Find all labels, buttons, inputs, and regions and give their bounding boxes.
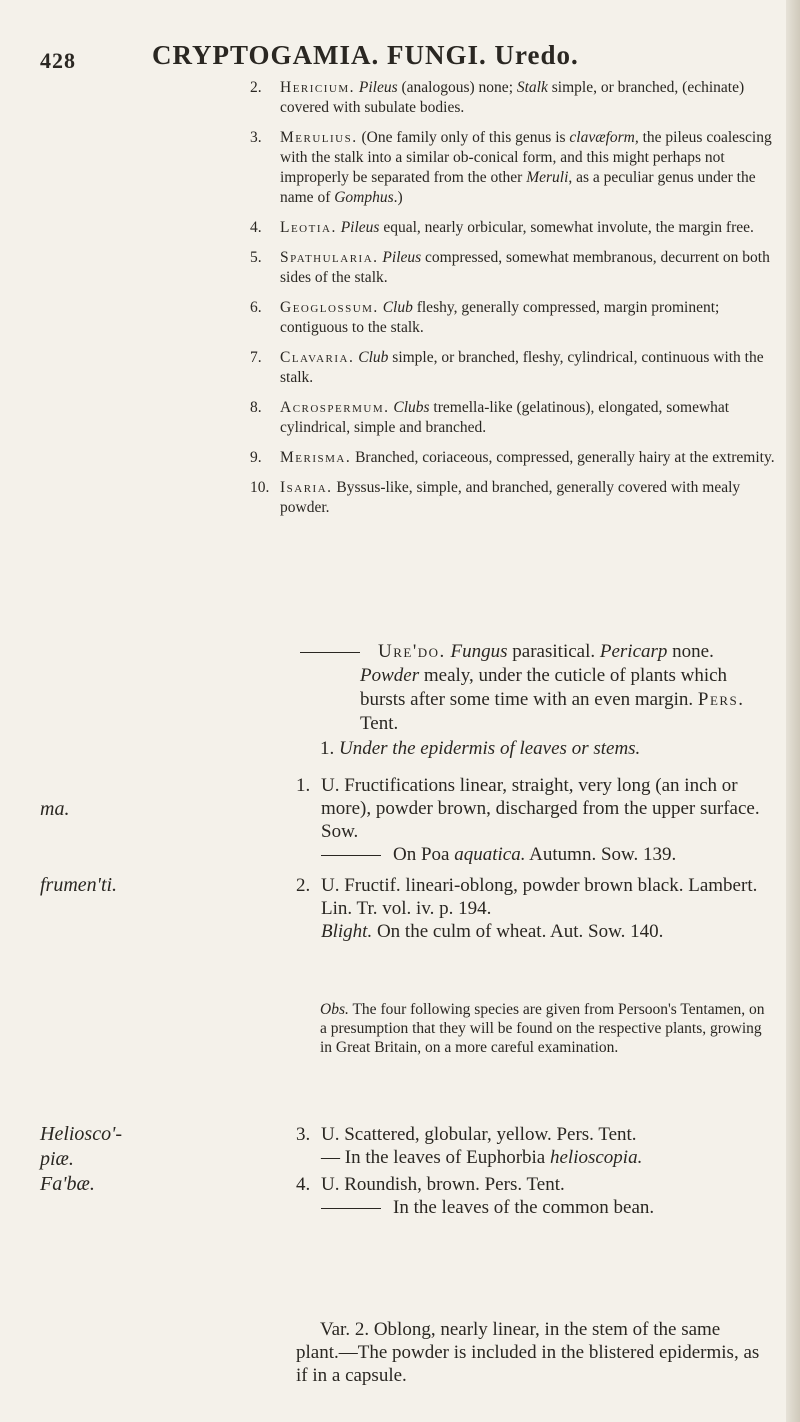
genus-entry: 5. Spathularia. Pileus compressed, somewhat membranous, decurrent on both sides of the stalk. — [250, 249, 770, 286]
margin-note: Heliosco'- — [40, 1123, 123, 1145]
genus-entry: 8. Acrospermum. Clubs tremella-like (gelatinous), elongated, somewhat cylindrical, simple and branched. — [250, 399, 730, 436]
margin-note: piæ. — [40, 1148, 74, 1170]
genus-entry: 2. Hericium. Pileus (analogous) none; Stalk simple, or branched, (echinate) covered with subulate bodies. — [250, 79, 745, 116]
genus-entry: 10. Isaria. Byssus-like, simple, and branched, generally covered with mealy powder. — [250, 479, 741, 516]
page-header — [40, 22, 770, 73]
running-head: CRYPTOGAMIA. FUNGI. Uredo. — [152, 40, 579, 70]
genus-entry: 9. Merisma. Branched, coriaceous, compressed, generally hairy at the extremity. — [250, 449, 775, 466]
margin-note: ma. — [40, 798, 70, 820]
dash-rule — [321, 1208, 381, 1209]
observation-note: Obs. The four following species are given from Persoon's Tentamen, on a presumption that they will be found on the respective plants, growing in Great Britain, on a more careful examination. — [320, 1001, 765, 1056]
page-number: 428 — [40, 48, 76, 73]
species-entry: 2. U. Fructif. lineari-oblong, powder brown black. Lambert. Lin. Tr. vol. iv. p. 194. Blight. On the culm of wheat. Aut. Sow. 140. — [296, 875, 758, 942]
genus-entry: 3. Merulius. (One family only of this genus is clavæform, the pileus coalescing with the stalk into a similar ob-conical form, and this might perhaps not improperly be separated from the other Meruli, as a peculiar genus under the name of Gomphus.) — [250, 129, 772, 206]
habitat: In the leaves of the common bean. — [321, 1196, 654, 1219]
dash-rule — [300, 652, 360, 653]
page-edge — [786, 0, 800, 1422]
species-entry: 4. U. Roundish, brown. Pers. Tent. In the leaves of the common bean. — [296, 1174, 655, 1218]
section-heading: 1. Under the epidermis of leaves or stems. — [320, 738, 641, 759]
genus-entry: 4. Leotia. Pileus equal, nearly orbicular, somewhat involute, the margin free. — [250, 219, 754, 236]
dash-rule — [321, 855, 381, 856]
margin-note: Fa'bæ. — [40, 1173, 95, 1195]
species-entry: 3. U. Scattered, globular, yellow. Pers. Tent. — In the leaves of Euphorbia helioscopia. — [296, 1124, 643, 1168]
genus-entry: 7. Clavaria. Club simple, or branched, fleshy, cylindrical, continuous with the stalk. — [250, 349, 764, 386]
species-entry: 1. U. Fructifications linear, straight, very long (an inch or more), powder brown, discharged from the upper surface. Sow. On Poa aquatica. Autumn. Sow. 139. — [296, 775, 760, 865]
habitat: On Poa aquatica. Autumn. Sow. 139. — [321, 843, 676, 866]
genus-entry: 6. Geoglossum. Club fleshy, generally compressed, margin prominent; contiguous to the stalk. — [250, 299, 720, 336]
genus-list — [250, 78, 780, 528]
variety-note: Var. 2. Oblong, nearly linear, in the stem of the same plant.—The powder is included in the blistered epidermis, as if in a capsule. — [296, 1319, 760, 1386]
genus-description-uredo: Ure'do. Fungus parasitical. Pericarp none. Powder mealy, under the cuticle of plants which bursts after some time with an even margin. Pers. Tent. — [300, 640, 770, 736]
margin-note: frumen'ti. — [40, 874, 118, 896]
